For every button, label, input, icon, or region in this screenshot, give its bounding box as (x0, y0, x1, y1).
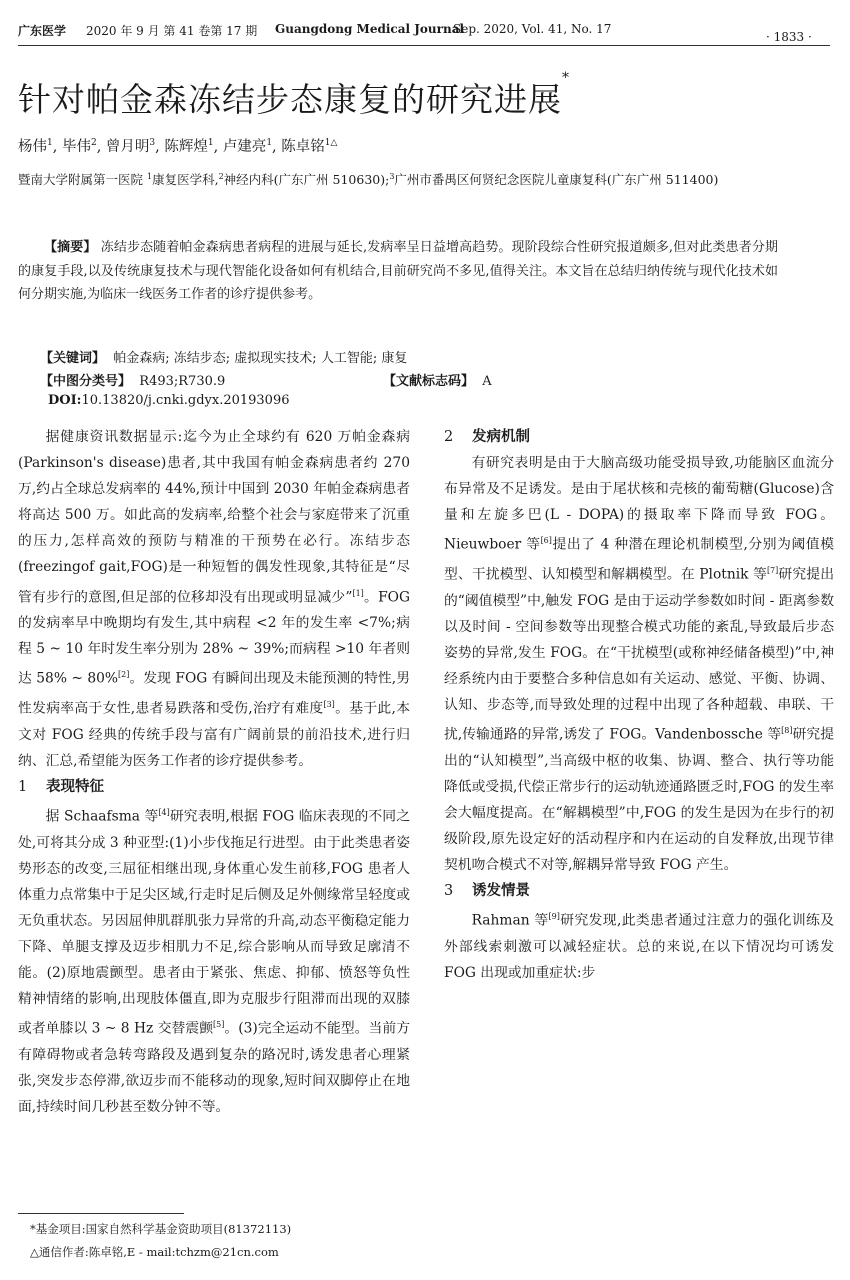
affil-mark: 2 (218, 172, 224, 181)
author-name: 卢建亮 (222, 139, 267, 155)
doc-code-value: A (482, 374, 492, 389)
header-rule (18, 45, 830, 46)
citation-ref[interactable]: [6] (540, 536, 552, 546)
section1-paragraph (18, 800, 410, 1120)
section2-text-d: 研究提出的“认知模型”,当高级中枢的收集、协调、整合、执行等功能降低或受损,代偿正常步行的运动轨迹通路匮乏时,FOG 的发生率会大幅度提高。在“解耦模型”中,FOG 的发生是因为在步行的初级阶段,原先设定好的活动程序和内在运动的自发释放,出现节律契机吻合模式不对等,解耦异常导致 FOG 产生。 (444, 726, 835, 874)
section3-text-a: Rahman 等 (471, 913, 549, 930)
issue-info-cn: 2020 年 9 月 第 41 卷第 17 期 (86, 24, 258, 38)
section-number: 3 (444, 883, 454, 900)
affil-dept-2: 神经内科(广东广州 510630); (223, 172, 390, 188)
section1-text-c: 。(3)完全运动不能型。当前方有障碍物或者急转弯路段及遇到复杂的路况时,诱发患者心理紧张,突发步态停滞,欲迈步而不能移动的现象,短时间双脚停止在地面,持续时间几秒甚至数分钟不等。 (18, 1021, 410, 1116)
section2-text-a: 有研究表明是由于大脑高级功能受损导致,功能脑区血流分布异常及不足诱发。是由于尾状核和壳核的葡萄糖(Glucose)含量和左旋多巴(L - DOPA)的摄取率下降而导致 FOG。Nieuwboer 等 (444, 455, 834, 553)
section-title: 诱发情景 (472, 882, 530, 900)
keywords-label: 【关键词】 (40, 351, 106, 366)
section3-paragraph (444, 904, 834, 986)
author-name: 陈卓铭 (281, 139, 325, 155)
section2-paragraph (444, 450, 834, 878)
journal-name-cn (18, 22, 66, 39)
affil-hospital-3: 广州市番禺区何贤纪念医院儿童康复科(广东广州 511400) (394, 172, 719, 188)
doi-label: DOI: (48, 393, 82, 408)
intro-paragraph (18, 424, 410, 774)
author-affil-mark: 1△ (324, 138, 338, 149)
abstract-label: 【摘要】 (44, 240, 97, 255)
citation-ref[interactable]: [4] (158, 808, 170, 818)
author-list: 杨伟$^1$, 毕伟$^2$, 曾月明$^3$, 陈辉煌$^1$, 卢建亮$^1$, 陈卓铭$^{1\triangle}$ (18, 138, 338, 155)
section-number: 2 (444, 429, 454, 445)
author-affil-mark: 2 (90, 138, 97, 149)
intro-text-b: 。FOG 的发病率早中晚期均有发生,其中病程 <2 年的发生率 <7%;病程 5 ~ 10 年时发生率分别为 28% ~ 39%;而病程 >10 年者则达 58% ~ 80% (18, 589, 410, 688)
intro-text-d: 。基于此,本文对 FOG 经典的传统手段与富有广阔前景的前沿技术,进行归纳、汇总,希望能为医务工作者的诊疗提供参考。 (18, 700, 410, 769)
section3-text-b: 研究发现,此类患者通过注意力的强化训练及外部线索刺激可以减轻症状。总的来说,在以下情况均可诱发 FOG 出现或加重症状:步 (444, 913, 834, 982)
abstract-text: 冻结步态随着帕金森病患者病程的进展与延长,发病率呈日益增高趋势。现阶段综合性研究报道颇多,但对此类患者分期的康复手段,以及传统康复技术与现代智能化设备如何有机结合,目前研究尚不多见,值得关注。本文旨在总结归纳传统与现代化技术如何分期实施,为临床一线医务工作者的诊疗提供参考。 (18, 240, 778, 302)
section-heading-3 (444, 878, 834, 904)
section-title: 发病机制 (472, 428, 530, 445)
author-name: 曾月明 (105, 139, 150, 155)
journal-name-en: Guangdong Medical Journal (275, 22, 465, 36)
citation-ref[interactable]: [8] (781, 726, 793, 736)
citation-ref[interactable]: [2] (118, 670, 130, 680)
section1-text-a: 据 Schaafsma 等 (45, 808, 159, 825)
author-affil-mark: 3 (149, 138, 156, 149)
page-number: · 1833 · (766, 30, 812, 44)
article-title (18, 70, 570, 121)
author-name: 陈辉煌 (164, 139, 208, 155)
classification-label: 【中图分类号】 (40, 374, 132, 389)
intro-text-c: 。发现 FOG 有瞬间出现及未能预测的特性,男性发病率高于女性,患者易跌落和受伤,治疗有难度 (18, 671, 410, 717)
citation-ref[interactable]: [3] (323, 700, 335, 710)
intro-text-a: 据健康资讯数据显示:迄今为止全球约有 620 万帕金森病(Parkinson's disease)患者,其中我国有帕金森病患者约 270 万,约占全球总发病率的 44%,预计中国到 2030 年帕金森病患者将高达 500 万。如此高的发病率,给整个社会与家庭带来了沉重的压力,怎样高效的预防与精准的干预势在必行。冻结步态(freezingof gait,FOG)是一种短暂的偶发性现象,其特征是“尽管有步行的意图,但足部的位移却没有出现或明显减少” (18, 429, 410, 606)
corresponding-author-footnote: △通信作者:陈卓铭,E - mail:tchzm@21cn.com (30, 1245, 279, 1259)
author-affil-mark: 1 (266, 138, 273, 149)
section-heading-1 (18, 774, 410, 800)
citation-ref[interactable]: [7] (766, 566, 779, 576)
citation-ref[interactable]: [1] (352, 588, 364, 598)
affil-mark: 1 (146, 172, 153, 181)
affil-prefix: 暨南大学附属第一医院 (18, 172, 147, 188)
section-heading-2 (444, 424, 834, 450)
doc-code-line (383, 370, 492, 389)
affiliations (18, 164, 818, 192)
author-affil-mark: 1 (47, 138, 53, 149)
keywords-value: 帕金森病; 冻结步态; 虚拟现实技术; 人工智能; 康复 (113, 351, 408, 366)
author-affil-mark: 1 (207, 138, 214, 149)
affil-mark: 3 (389, 172, 395, 181)
affil-dept-1: 康复医学科, (152, 172, 219, 188)
classification-value: R493;R730.9 (139, 374, 226, 389)
journal-title-cn: 广东医学 (18, 24, 67, 38)
title-footnote-mark: * (562, 70, 570, 86)
keywords-line (40, 347, 407, 366)
footnote-rule (18, 1213, 184, 1214)
abstract (18, 236, 778, 307)
classification-line (40, 370, 225, 389)
citation-ref[interactable]: [9] (548, 912, 560, 922)
section-title: 表现特征 (46, 778, 104, 795)
author-name: 毕伟 (61, 139, 91, 155)
doi-value: 10.13820/j.cnki.gdyx.20193096 (81, 393, 290, 408)
section-number: 1 (18, 779, 28, 795)
doi-line (48, 393, 290, 408)
doc-code-label: 【文献标志码】 (383, 374, 475, 389)
funding-footnote: *基金项目:国家自然科学基金资助项目(81372113) (30, 1222, 292, 1236)
body-column-right (444, 424, 834, 986)
citation-ref[interactable]: [5] (213, 1020, 225, 1030)
issue-info-en: Sep. 2020, Vol. 41, No. 17 (453, 22, 612, 36)
article-title-text: 针对帕金森冻结步态康复的研究进展 (18, 80, 562, 119)
section2-text-b: 提出了 4 种潜在理论机制模型,分别为阈值模型、干扰模型、认知模型和解耦模型。在 Plotnik 等 (444, 536, 834, 583)
section2-text-c: 研究提出的“阈值模型”中,触发 FOG 是由于运动学参数如时间 - 距离参数以及时间 - 空间参数等出现整合模式功能的紊乱,导致最后步态姿势的异常,发生 FOG。在“干扰模型(或称神经储备模型)”中,神经系统内由于要整合多种信息如有关运动、感觉、平衡、协调、认知、步态等,而导致处理的过程中出现了各种超载、串联、干扰,传输通路的异常,诱发了 FOG。Vandenbossche 等 (444, 566, 835, 743)
body-column-left (18, 424, 410, 1120)
section1-text-b: 研究表明,根据 FOG 临床表现的不同之处,可将其分成 3 种亚型:(1)小步伐拖足行进型。由于此类患者姿势形态的改变,三屈征相继出现,身体重心发生前移,FOG 患者人体重力点常集中于足尖区域,行走时足后侧及足外侧缘常呈轻度或无负重状态。另因屈伸肌群肌张力异常的升高,动态平衡稳定能力下降、单腿支撑及迈步相肌力不足,综合影响从而导致足廓清不能。(2)原地震颤型。患者由于紧张、焦虑、抑郁、愤怒等负性精神情绪的影响,出现肢体僵直,即为克服步行阻滞而出现的双膝或者单膝以 3 ~ 8 Hz 交替震颤 (18, 808, 410, 1038)
author-name: 杨伟 (18, 139, 47, 155)
